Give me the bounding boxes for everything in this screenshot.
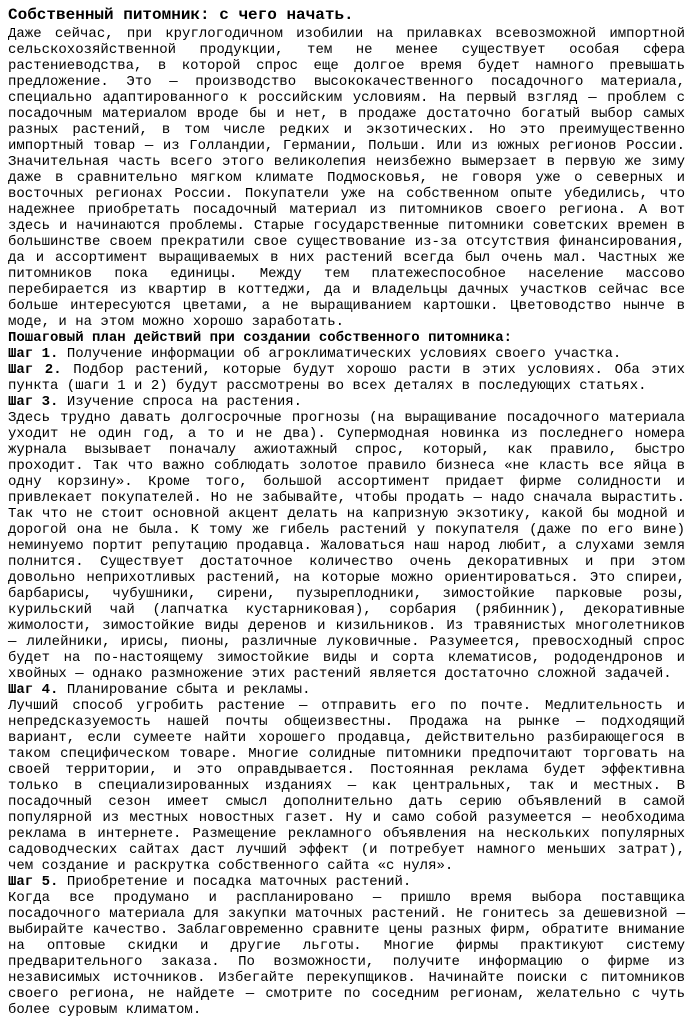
step-4-paragraph: Лучший способ угробить растение — отправить его по почте. Медлительность и непредсказуемость нашей почты общеизвестны. Продажа на рынке — подходящий вариант, если сумеете найти хорошего продавца, действительно разбирающегося в таком специфическом товаре. Многие солидные питомники предпочитают торговать на своей территории, и это оправдывается. Постоянная реклама будет эффективна только в специализированных изданиях — как центральных, так и местных. В посадочный сезон имеет смысл дополнительно дать серию объявлений в самой популярной из местных новостных газет. Ну и само собой разумеется — необходима реклама в интернете. Размещение рекламного объявления на нескольких популярных садоводческих сайтах даст лучший эффект (и потребует намного меньших затрат), чем создание и раскрутка собственного сайта «с нуля». bbox=[8, 698, 685, 874]
step-3-paragraph: Здесь трудно давать долгосрочные прогнозы (на выращивание посадочного материала уходит не один год, а то и не два). Супермодная новинка из последнего номера журнала вызывает поначалу ажиотажный спрос, который, как правило, быстро проходит. Так что важно соблюдать золотое правило бизнеса «не класть все яйца в одну корзину». Кроме того, большой ассортимент придает фирме солидности и привлекает покупателей. Но не забывайте, чтобы продать — надо сначала вырастить. Так что не стоит основной акцент делать на капризную экзотику, какой бы модной и дорогой она не была. К тому же гибель растений у покупателя (даже по его вине) неминуемо портит репутацию продавца. Жаловаться наш народ любит, а слухами земля полнится. Существует достаточное количество очень декоративных и при этом довольно неприхотливых растений, на которые можно ориентироваться. Это спиреи, барбарисы, чубушники, сирени, пузыреплодники, зимостойкие парковые розы, курильский чай (лапчатка кустарниковая), сорбария (рябинник), декоративные жимолости, зимостойкие виды деренов и кизильников. Из травянистых многолетников — лилейники, ирисы, пионы, различные луковичные. Разумеется, превосходный спрос будет на по-настоящему зимостойкие виды и сорта клематисов, рододендронов и хвойных — однако размножение этих растений является достаточно сложной задачей. bbox=[8, 410, 685, 682]
step-4-text: Планирование сбыта и рекламы. bbox=[66, 682, 311, 698]
step-2-text: Подбор растений, которые будут хорошо расти в этих условиях. Оба этих пункта (шаги 1 и 2) будут рассмотрены во всех деталях в последующих статьях. bbox=[8, 362, 685, 394]
step-item-5 bbox=[8, 874, 685, 890]
intro-paragraph: Даже сейчас, при круглогодичном изобилии на прилавках всевозможной импортной сельскохозяйственной продукции, тем не менее существует особая сфера растениеводства, в которой спрос еще долгое время будет намного превышать предложение. Это — производство высококачественного посадочного материала, специально адаптированного к российским условиям. На первый взгляд — проблем с посадочным материалом вроде бы и нет, в продаже достаточно богатый выбор самых разных растений, в том числе редких и экзотических. Но это преимущественно импортный товар — из Голландии, Германии, Польши. Или из южных регионов России. Значительная часть всего этого великолепия неизбежно вымерзает в первую же зиму даже в сравнительно мягком климате Подмосковья, не говоря уже о северных и восточных регионах России. Покупатели уже на собственном опыте убедились, что надежнее приобретать посадочный материал из питомников своего региона. А вот здесь и начинаются проблемы. Старые государственные питомники советских времен в большинстве своем прекратили свое существование из-за отсутствия финансирования, да и ассортимент выращиваемых в них растений всегда был очень мал. Частных же питомников пока единицы. Между тем платежеспособное население массово перебирается из квартир в коттеджи, да и владельцы дачных участков сейчас все больше интересуются цветами, а не выращиванием картошки. Цветоводство нынче в моде, и на этом можно хорошо заработать. bbox=[8, 26, 685, 330]
step-5-label: Шаг 5. bbox=[8, 874, 59, 890]
step-3-label: Шаг 3. bbox=[8, 394, 59, 410]
step-1-label: Шаг 1. bbox=[8, 346, 59, 362]
document-page bbox=[8, 5, 685, 1018]
plan-heading: Пошаговый план действий при создании собственного питомника: bbox=[8, 330, 513, 346]
step-1-text: Получение информации об агроклиматических условиях своего участка. bbox=[66, 346, 622, 362]
step-item-4 bbox=[8, 682, 685, 698]
step-item-3 bbox=[8, 394, 685, 410]
step-2-label: Шаг 2. bbox=[8, 362, 62, 378]
step-item-2 bbox=[8, 362, 685, 394]
document-title: Собственный питомник: с чего начать. bbox=[8, 6, 354, 24]
step-5-paragraph: Когда все продумано и распланировано — пришло время выбора поставщика посадочного материала для закупки маточных растений. Не гонитесь за дешевизной — выбирайте качество. Заблаговременно сравните цены разных фирм, обратите внимание на оптовые скидки и другие льготы. Многие фирмы практикуют систему предварительного заказа. По возможности, получите информацию о фирме из независимых источников. Избегайте перекупщиков. Начинайте поиски с питомников своего региона, не найдете — смотрите по соседним регионам, желательно с чуть более суровым климатом. bbox=[8, 890, 685, 1018]
article-body bbox=[8, 5, 685, 1018]
step-4-label: Шаг 4. bbox=[8, 682, 59, 698]
step-5-text: Приобретение и посадка маточных растений. bbox=[66, 874, 412, 890]
step-item-1 bbox=[8, 346, 685, 362]
step-3-text: Изучение спроса на растения. bbox=[66, 394, 303, 410]
